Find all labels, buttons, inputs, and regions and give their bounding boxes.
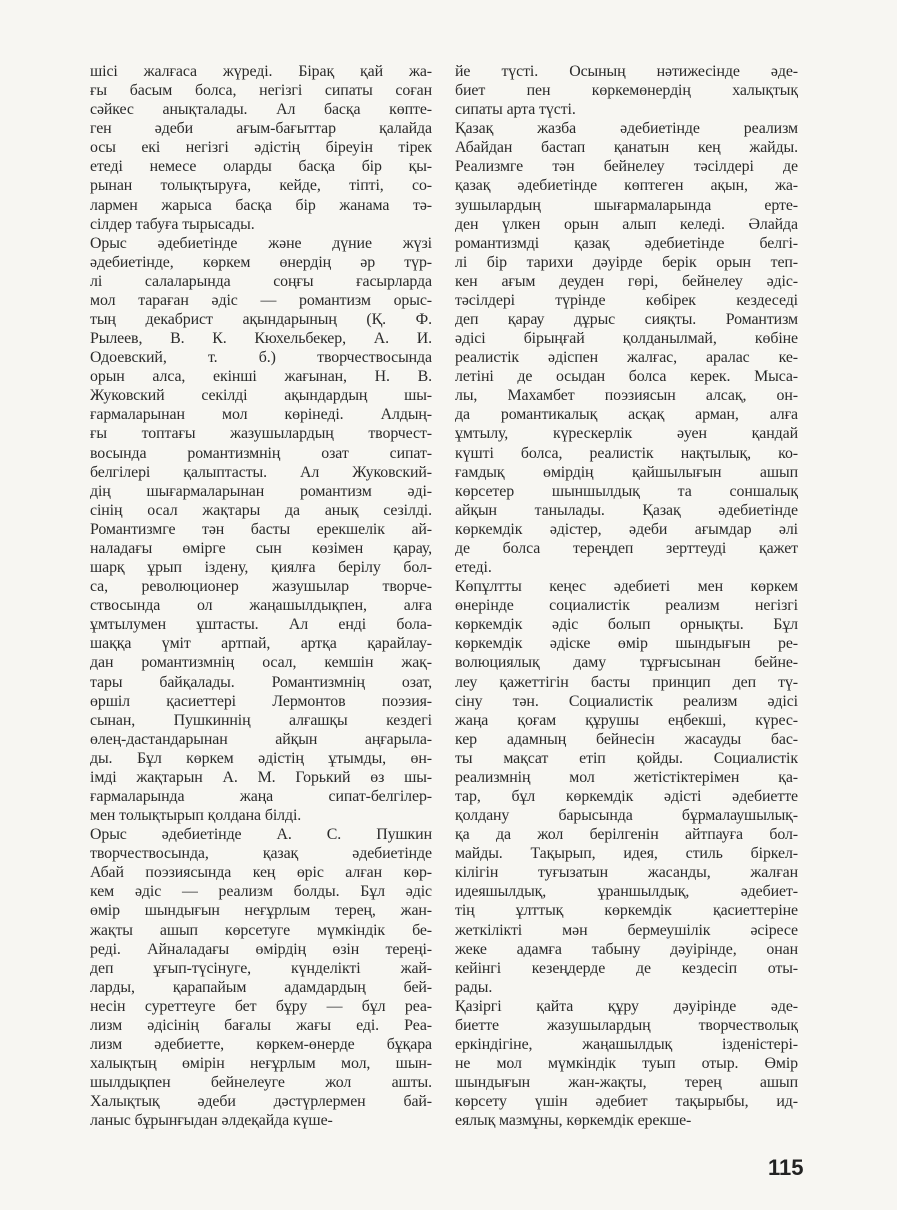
- text-line: шындығын жан-жақты, терең ашып: [455, 1074, 798, 1092]
- text-line: қазақ әдебиетінде көптеген ақын, жа-: [455, 177, 798, 195]
- text-line: реализмнің мол жетістіктерімен қа-: [455, 768, 798, 786]
- text-line: идеяшылдық, ұраншылдық, әдебиет-: [455, 883, 798, 901]
- text-line: волюциялық даму тұрғысынан бейне-: [455, 654, 798, 672]
- text-line: сіну тән. Социалистік реализм әдісі: [455, 692, 798, 710]
- text-line: леу қажеттігін басты принцип деп тү-: [455, 673, 798, 691]
- right-column: [455, 62, 798, 1130]
- text-line: өлең-дастандарынан айқын аңғарыла-: [90, 730, 432, 748]
- text-line: Орыс әдебиетінде және дүние жүзі: [90, 234, 432, 252]
- text-line: тәсілдері түрінде көбірек кездеседі: [455, 291, 798, 309]
- text-line: несін суреттеуге бет бұру — бұл реа-: [90, 997, 432, 1015]
- text-line: көрсету үшін әдебиет тақырыбы, ид-: [455, 1093, 798, 1111]
- text-line: реді. Айналадағы өмірдің өзін тереңі-: [90, 940, 432, 958]
- text-line: мол тараған әдіс — романтизм орыс-: [90, 291, 432, 309]
- text-line: ден үлкен орын алып келеді. Әлайда: [455, 215, 798, 233]
- text-line: өршіл қасиеттері Лермонтов поэзия-: [90, 692, 432, 710]
- text-line: лі бір тарихи дәуірде берік орын теп-: [455, 253, 798, 271]
- text-line: кен ағым деуден гөрі, бейнелеу әдіс-: [455, 272, 798, 290]
- text-line: өмір шындығын неғұрлым терең, жан-: [90, 902, 432, 920]
- text-line: Одоевский, т. б.) творчествосында: [90, 349, 432, 367]
- text-line: қа да жол берілгенін айтпауға бол-: [455, 826, 798, 844]
- text-line: осы екі негізгі әдістің біреуін тірек: [90, 139, 432, 157]
- text-line: восында романтизмнің озат сипат-: [90, 444, 432, 462]
- text-line: лармен жарыса басқа бір жанама тә-: [90, 196, 432, 214]
- text-line: еялық мазмұны, көркемдік ерекше-: [455, 1112, 692, 1130]
- text-line: тар, бұл көркемдік әдісті әдебиетте: [455, 787, 798, 805]
- text-line: Рылеев, В. К. Кюхельбекер, А. И.: [90, 330, 432, 348]
- text-line: ты мақсат етіп қойды. Социалистік: [455, 749, 798, 767]
- text-line: рады.: [455, 978, 493, 996]
- text-line: ғармаларында жаңа сипат-белгілер-: [90, 787, 432, 805]
- text-line: де болса тереңдеп зерттеуді қажет: [455, 539, 798, 557]
- text-line: орын алса, екінші жағынан, Н. В.: [90, 368, 432, 386]
- text-line: сынан, Пушкиннің алғашқы кездегі: [90, 711, 432, 729]
- text-line: айқын танылады. Қазақ әдебиетінде: [455, 501, 798, 519]
- text-line: күшті болса, реалистік нақтылық, ко-: [455, 444, 798, 462]
- text-line: майды. Тақырып, идея, стиль біркел-: [455, 845, 798, 863]
- text-line: ұмтылумен ұштасты. Ал енді бола-: [90, 616, 432, 634]
- text-line: ғы басым болса, негізгі сипаты соған: [90, 82, 432, 100]
- text-line: Орыс әдебиетінде А. С. Пушкин: [90, 826, 432, 844]
- text-line: лизм әдісінің бағалы жағы еді. Реа-: [90, 1016, 432, 1034]
- text-line: рынан толықтыруға, кейде, тіпті, со-: [90, 177, 432, 195]
- text-line: биетте жазушылардың творчестволық: [455, 1016, 798, 1034]
- text-line: ланыс бұрынғыдан әлдеқайда күше-: [90, 1112, 333, 1130]
- text-line: жеткілікті мән бермеушілік әсіресе: [455, 921, 798, 939]
- text-line: імді жақтарын А. М. Горький өз шы-: [90, 768, 432, 786]
- text-line: Абайдан бастап қанатын кең жайды.: [455, 139, 798, 157]
- text-line: кілігін туғызатын жасанды, жалған: [455, 864, 798, 882]
- text-line: ген әдеби ағым-бағыттар қалайда: [90, 120, 432, 138]
- text-line: Жуковский секілді ақындардың шы-: [90, 387, 432, 405]
- text-line: летіні де осыдан болса керек. Мыса-: [455, 368, 798, 386]
- page-number: 115: [768, 1155, 804, 1180]
- text-line: йе түсті. Осының нәтижесінде әде-: [455, 63, 798, 80]
- text-line: са, революционер жазушылар творче-: [90, 578, 432, 596]
- text-line: лизм әдебиетте, көркем-өнерде бұқара: [90, 1035, 432, 1053]
- text-line: не мол мүмкіндік туып отыр. Өмір: [455, 1055, 798, 1073]
- text-line: Халықтық әдеби дәстүрлермен бай-: [90, 1093, 432, 1111]
- text-line: шылдықпен бейнелеуге жол ашты.: [90, 1074, 432, 1092]
- text-line: деп ұғып-түсінуге, күнделікті жай-: [90, 959, 432, 977]
- text-line: романтизмді қазақ әдебиетінде белгі-: [455, 234, 798, 252]
- text-line: биет пен көркемөнердің халықтық: [455, 82, 798, 100]
- text-line: тің ұлттық көркемдік қасиеттеріне: [455, 902, 798, 920]
- text-line: әдебиетінде, көркем өнердің әр түр-: [90, 253, 432, 271]
- text-line: қолдану барысында бұрмалаушылық-: [455, 807, 798, 825]
- text-line: сипаты арта түсті.: [455, 101, 576, 119]
- text-line: халықтың өмірін неғұрлым мол, шын-: [90, 1055, 432, 1073]
- text-line: сілдер табуға тырысады.: [90, 215, 255, 233]
- text-line: ды. Бұл көркем әдістің ұтымды, өн-: [90, 749, 432, 767]
- text-line: лі салаларында соңғы ғасырларда: [90, 272, 432, 290]
- left-column: [90, 62, 432, 1130]
- text-line: ствосында ол жаңашылдықпен, алға: [90, 597, 432, 615]
- text-line: өнерінде социалистік реализм негізгі: [455, 597, 798, 615]
- text-line: жаңа қоғам құрушы еңбекші, күрес-: [455, 711, 798, 729]
- text-line: Көпұлтты кеңес әдебиеті мен көркем: [455, 578, 798, 596]
- text-line: ғамдық өмірдің қайшылығын ашып: [455, 463, 798, 481]
- text-line: шарқ ұрып іздену, қиялға берілу бол-: [90, 559, 432, 577]
- text-line: дің шығармаларынан романтизм әді-: [90, 482, 432, 500]
- text-line: шаққа үміт артпай, артқа қарайлау-: [90, 635, 432, 653]
- text-line: Қазақ жазба әдебиетінде реализм: [455, 120, 798, 138]
- text-line: ғы топтағы жазушылардың творчест-: [90, 425, 432, 443]
- text-line: кейінгі кезеңдерде де кездесіп оты-: [455, 959, 798, 977]
- text-line: ларды, қарапайым адамдардың бей-: [90, 978, 432, 996]
- text-line: наладағы өмірге сын көзімен қарау,: [90, 539, 432, 557]
- text-line: тың декабрист ақындарының (Қ. Ф.: [90, 311, 432, 329]
- text-line: ғармаларынан мол көрінеді. Алдың-: [90, 406, 432, 424]
- text-line: Абай поэзиясында кең өріс алған көр-: [90, 864, 432, 882]
- text-line: жақты ашып көрсетуге мүмкіндік бе-: [90, 921, 432, 939]
- text-line: көркемдік әдіске өмір шындығын ре-: [455, 635, 798, 653]
- text-line: деп қарау дұрыс сияқты. Романтизм: [455, 311, 798, 329]
- text-line: белгілері қалыптасты. Ал Жуковский-: [90, 463, 432, 481]
- text-line: ұмтылу, күрескерлік әуен қандай: [455, 425, 798, 443]
- text-line: реалистік әдіспен жалғас, аралас ке-: [455, 349, 798, 367]
- text-line: сәйкес анықталады. Ал басқа көпте-: [90, 101, 432, 119]
- text-line: көркемдік әдістер, әдеби ағымдар әлі: [455, 520, 798, 538]
- text-line: әдісі бірыңғай қолданылмай, көбіне: [455, 330, 798, 348]
- text-line: Қазіргі қайта құру дәуірінде әде-: [455, 997, 798, 1015]
- text-line: етеді.: [455, 559, 492, 577]
- text-line: көркемдік әдіс болып орнықты. Бұл: [455, 616, 798, 634]
- text-line: лы, Махамбет поэзиясын алсақ, он-: [455, 387, 798, 405]
- text-line: етеді немесе оларды басқа бір қы-: [90, 158, 432, 176]
- text-line: творчествосында, қазақ әдебиетінде: [90, 845, 432, 863]
- text-line: кем әдіс — реализм болды. Бұл әдіс: [90, 883, 432, 901]
- text-line: да романтикалық асқақ арман, алға: [455, 406, 798, 424]
- text-line: Реализмге тән бейнелеу тәсілдері де: [455, 158, 798, 176]
- text-line: тары байқалады. Романтизмнің озат,: [90, 673, 432, 691]
- text-line: кер адамның бейнесін жасауды бас-: [455, 730, 798, 748]
- text-line: жеке адамға табыну дәуірінде, онан: [455, 940, 798, 958]
- text-line: сінің осал жақтары да анық сезілді.: [90, 501, 432, 519]
- text-line: шісі жалғаса жүреді. Бірақ қай жа-: [90, 63, 432, 80]
- text-line: Романтизмге тән басты ерекшелік ай-: [90, 520, 432, 538]
- text-line: зушылардың шығармаларында ерте-: [455, 196, 798, 214]
- text-line: дан романтизмнің осал, кемшін жақ-: [90, 654, 432, 672]
- text-line: мен толықтырып қолдана білді.: [90, 807, 302, 825]
- text-line: көрсетер шыншылдық та соншалық: [455, 482, 798, 500]
- text-line: еркіндігіне, жаңашылдық ізденістері-: [455, 1035, 798, 1053]
